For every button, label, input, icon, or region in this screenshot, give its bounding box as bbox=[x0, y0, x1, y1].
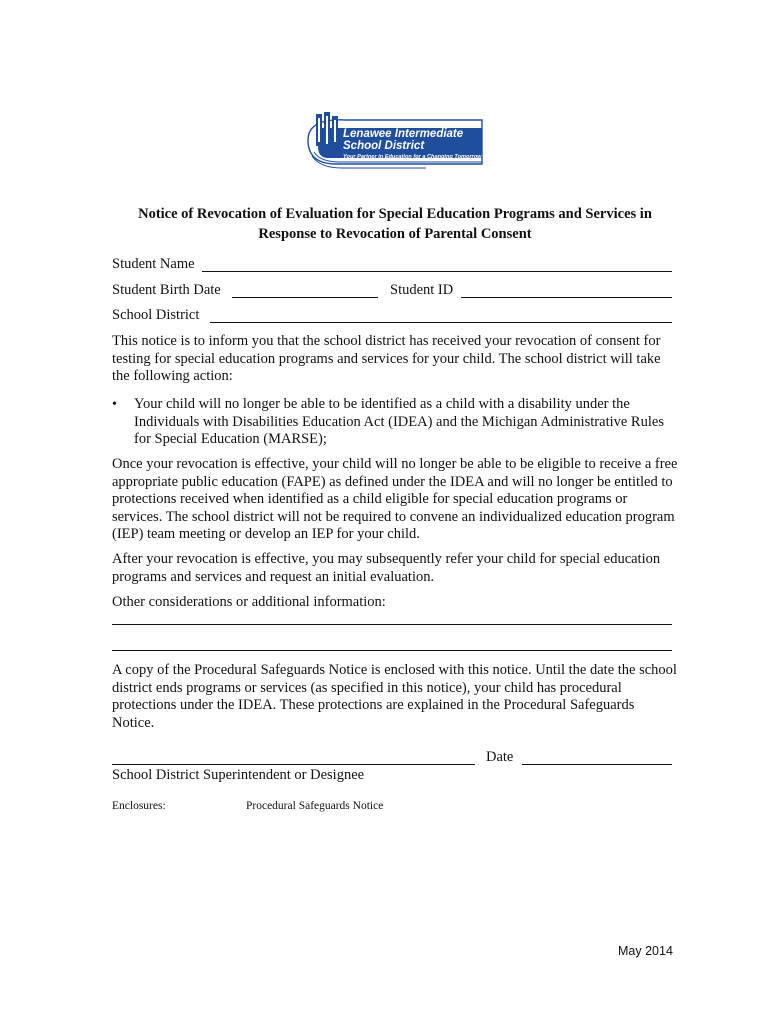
birth-date-id-row bbox=[112, 282, 672, 302]
school-district-field[interactable] bbox=[210, 322, 672, 323]
student-name-row bbox=[112, 256, 672, 276]
date-label: Date bbox=[486, 749, 514, 765]
student-birth-date-field[interactable] bbox=[232, 297, 378, 298]
student-name-label: Student Name bbox=[112, 256, 195, 272]
student-name-field[interactable] bbox=[202, 271, 672, 272]
signature-date-field[interactable] bbox=[522, 764, 672, 765]
district-logo bbox=[306, 112, 486, 172]
bullet-dot-icon: • bbox=[112, 397, 117, 412]
other-considerations-line-1[interactable] bbox=[112, 624, 672, 625]
logo-text bbox=[343, 128, 481, 164]
bullet-text: Your child will no longer be able to be identified as a child with a disability under the Individuals with Disabilities Education Act (IDEA) and the Michigan Administrative Rules for Special Education (MARSE); bbox=[134, 396, 664, 448]
intro-paragraph: This notice is to inform you that the school district has received your revocation of consent for testing for special education programs and services for your child. The school district will take the following action: bbox=[112, 333, 661, 385]
enclosures-label: Enclosures: bbox=[112, 800, 166, 812]
student-id-label: Student ID bbox=[390, 282, 454, 298]
effective-paragraph: Once your revocation is effective, your child will no longer be able to be eligible to receive a free appropriate public education (FAPE) as defined under the IDEA and will no longer be entitled to protections received when identified as a child eligible for special education programs or services. The school district will not be required to convene an individualized education program (IEP) team meeting or develop an IEP for your child. bbox=[112, 456, 678, 543]
school-district-label: School District bbox=[112, 307, 200, 323]
student-birth-date-label: Student Birth Date bbox=[112, 282, 221, 298]
other-considerations-line-2[interactable] bbox=[112, 650, 672, 651]
signature-row bbox=[112, 749, 672, 769]
student-id-field[interactable] bbox=[461, 297, 672, 298]
footer-date: May 2014 bbox=[618, 944, 673, 958]
logo-tagline: Your Partner in Education for a Changing Tomorrow bbox=[343, 154, 482, 160]
copy-paragraph: A copy of the Procedural Safeguards Notice is enclosed with this notice. Until the date the school district ends programs or services (as specified in this notice), your child has procedural protections under the IDEA. These protections are explained in the Procedural Safeguards Notice. bbox=[112, 662, 677, 731]
school-district-row bbox=[112, 307, 672, 327]
document-title: Notice of Revocation of Evaluation for Special Education Programs and Services in Response to Revocation of Parental Consent bbox=[138, 206, 652, 242]
other-considerations-label: Other considerations or additional information: bbox=[112, 594, 386, 610]
enclosures-value: Procedural Safeguards Notice bbox=[246, 800, 384, 812]
logo-name-line1: Lenawee Intermediate bbox=[343, 128, 464, 140]
after-paragraph: After your revocation is effective, you may subsequently refer your child for special education programs and services and request an initial evaluation. bbox=[112, 551, 661, 585]
logo-name-line2: School District bbox=[343, 140, 425, 152]
signature-line[interactable] bbox=[112, 764, 475, 765]
signer-title: School District Superintendent or Designee bbox=[112, 767, 365, 783]
